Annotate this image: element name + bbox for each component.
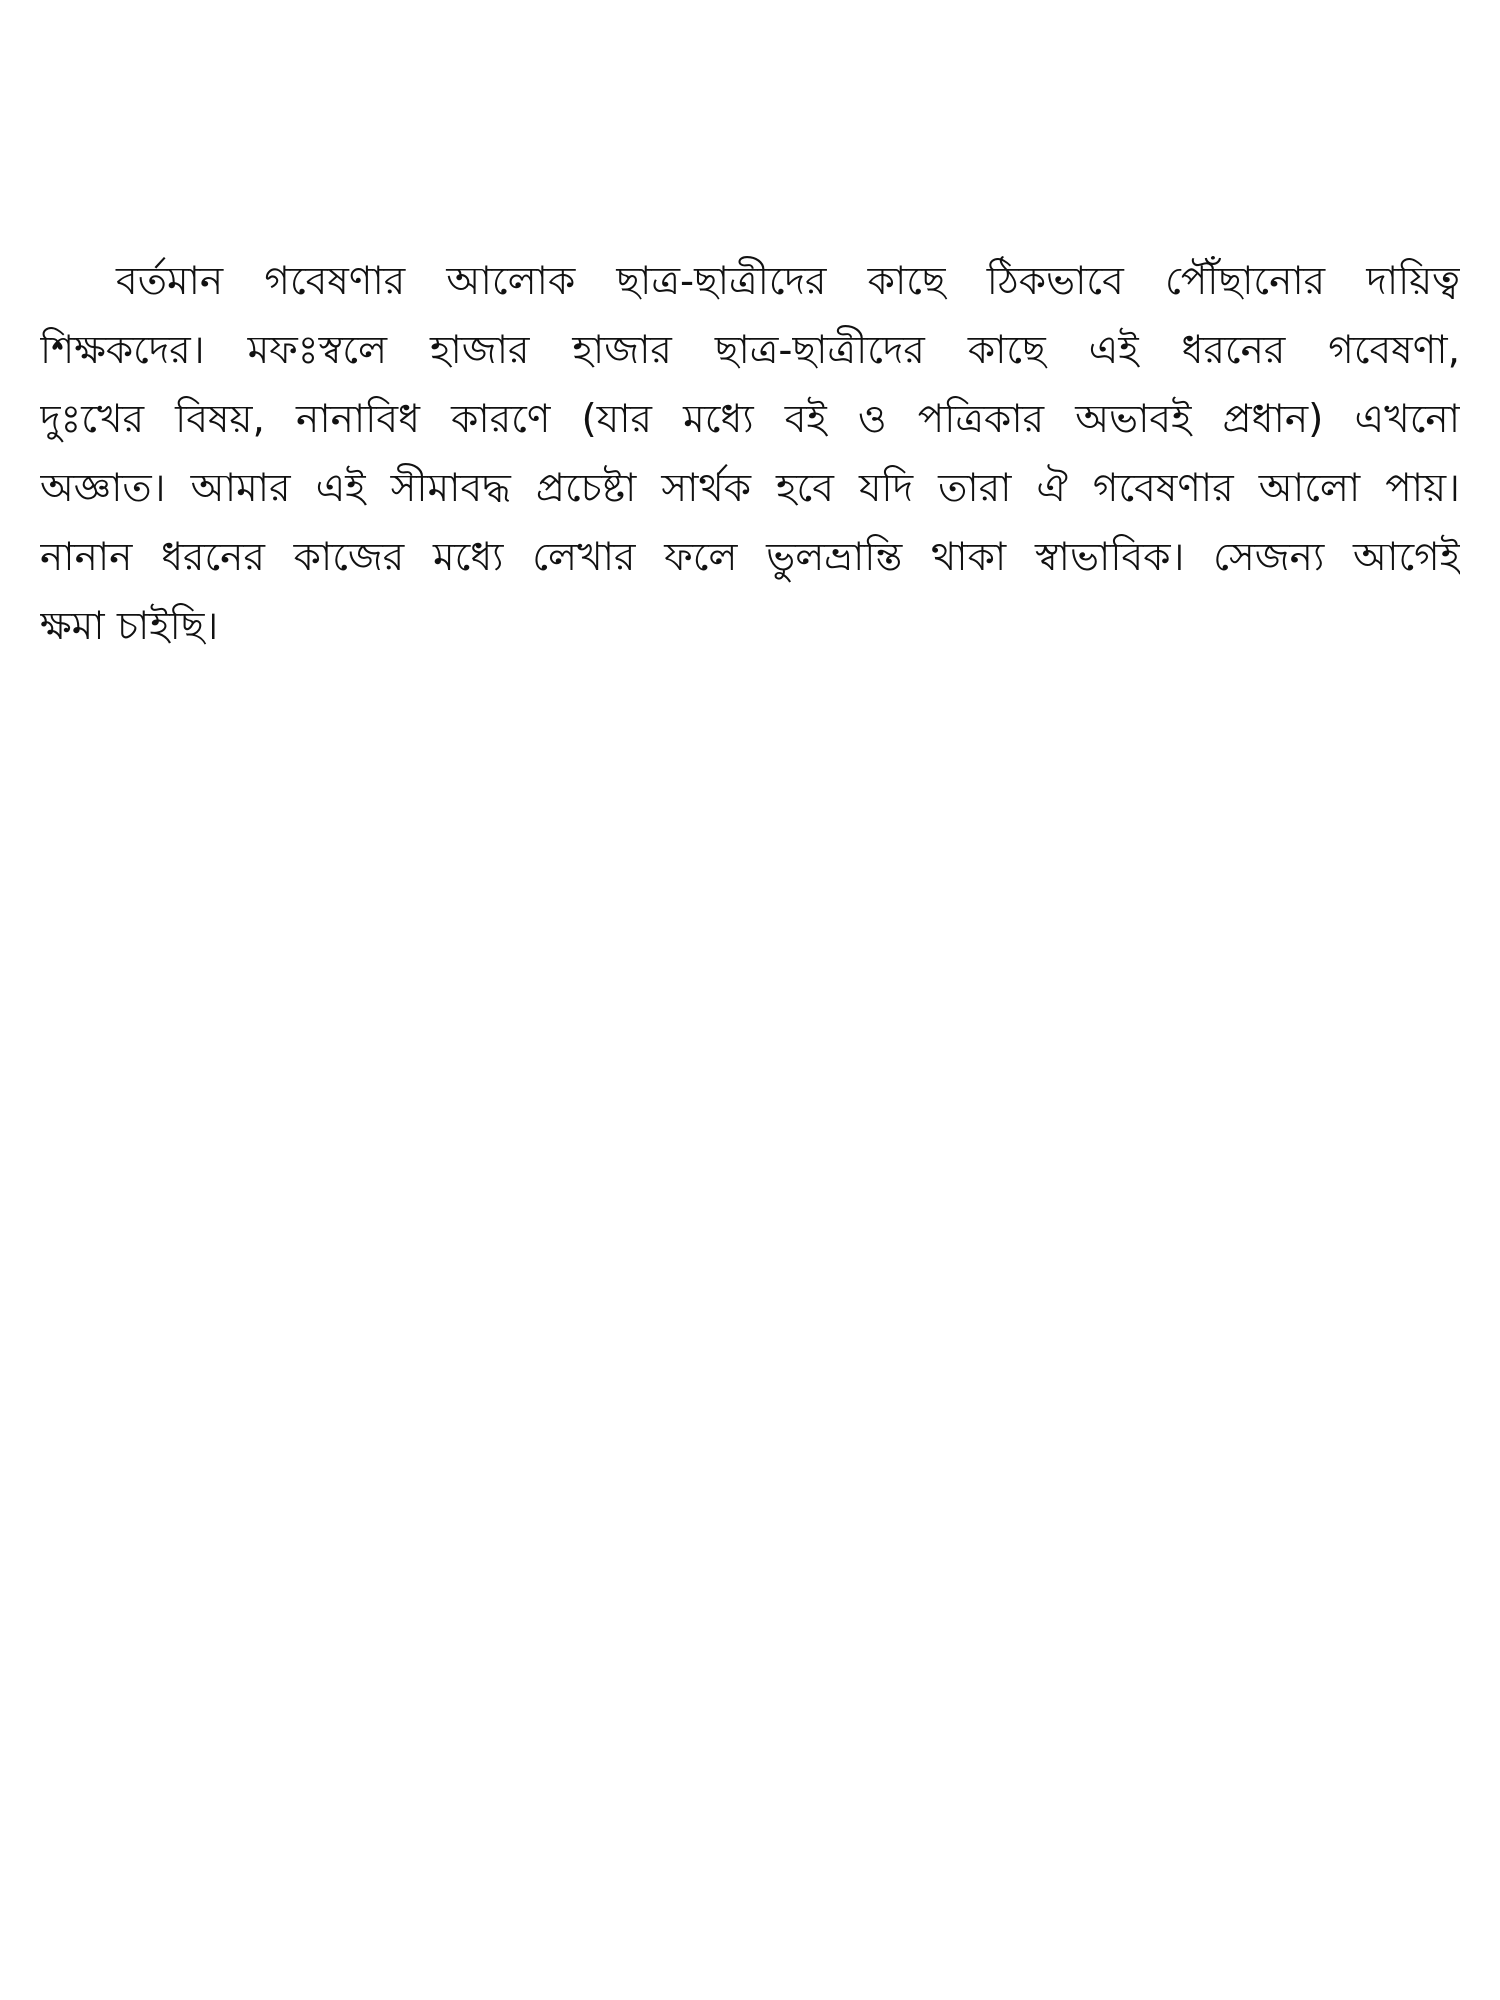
paragraph-line: বর্তমান গবেষণার আলোক ছাত্র-ছাত্রীদের কাছে ঠিকভাবে পৌঁছানোর দায়িত্ব <box>116 259 1460 304</box>
paragraph-line: শিক্ষকদের। মফঃস্বলে হাজার হাজার ছাত্র-ছাত্রীদের কাছে এই ধরনের গবেষণা, <box>40 328 1460 373</box>
paragraph-line: নানান ধরনের কাজের মধ্যে লেখার ফলে ভুলভ্রান্তি থাকা স্বাভাবিক। সেজন্য আগেই <box>40 535 1460 580</box>
paragraph-line: ক্ষমা চাইছি। <box>40 604 219 649</box>
paragraph-line: দুঃখের বিষয়, নানাবিধ কারণে (যার মধ্যে বই ও পত্রিকার অভাবই প্রধান) এখনো <box>40 397 1460 442</box>
preface-paragraph <box>40 247 1460 661</box>
paragraph-line: অজ্ঞাত। আমার এই সীমাবদ্ধ প্রচেষ্টা সার্থক হবে যদি তারা ঐ গবেষণার আলো পায়। <box>40 466 1460 511</box>
